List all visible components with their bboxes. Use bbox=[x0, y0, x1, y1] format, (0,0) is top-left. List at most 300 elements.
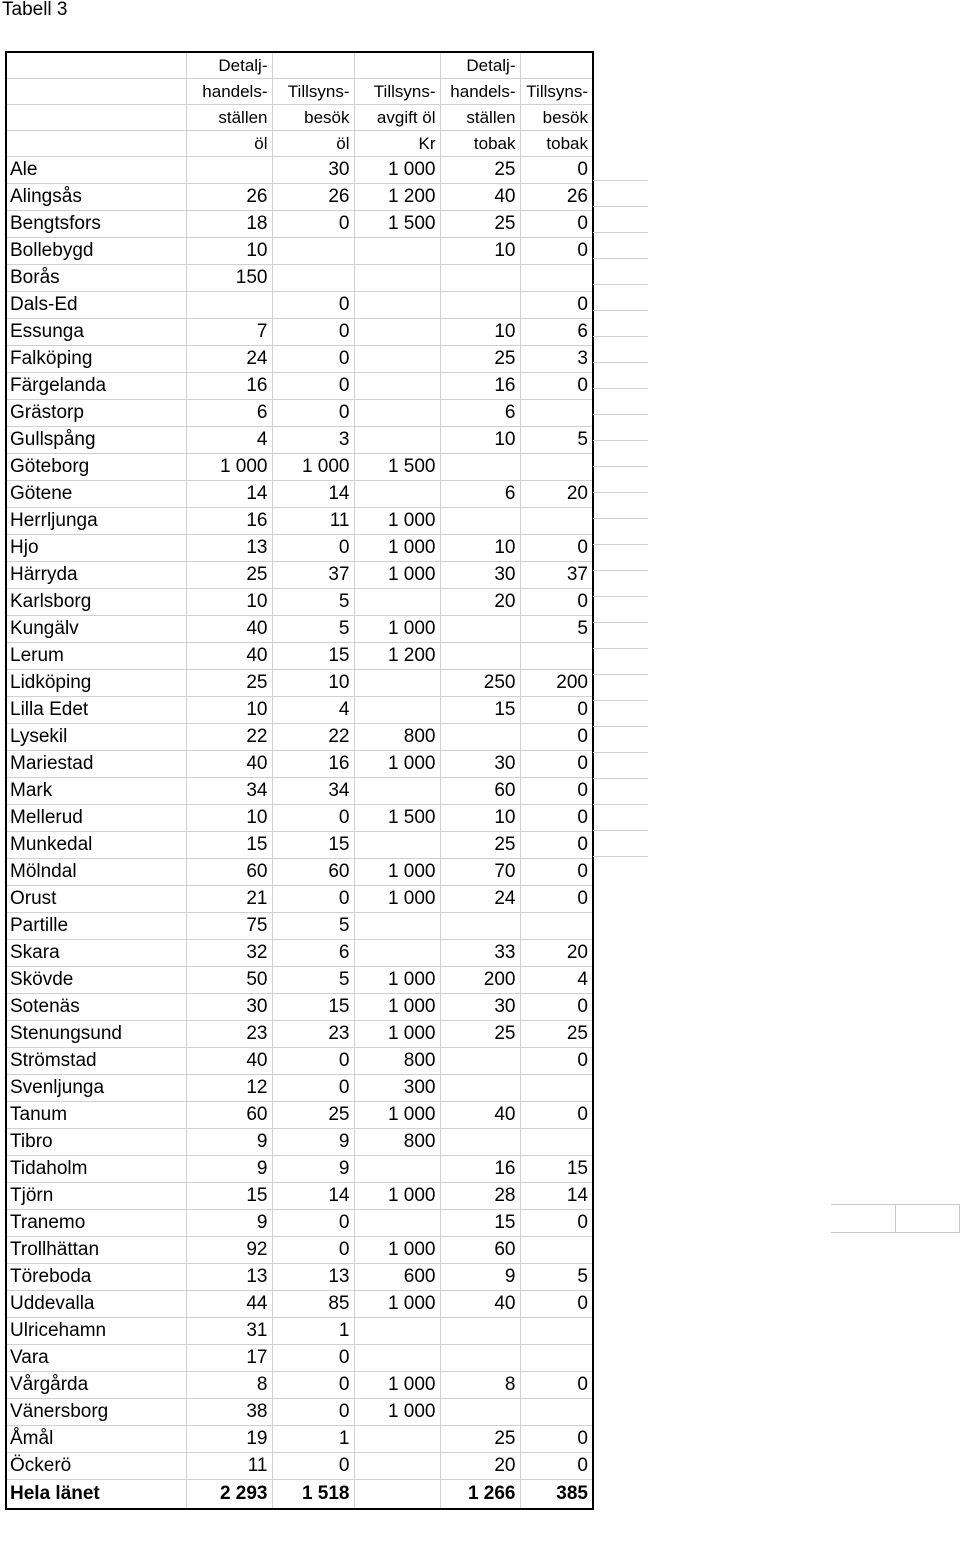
value-cell[interactable]: 6 bbox=[186, 400, 272, 427]
value-cell[interactable]: 3 bbox=[520, 346, 593, 373]
value-cell[interactable]: 40 bbox=[186, 1048, 272, 1075]
value-cell[interactable]: 1 200 bbox=[354, 184, 440, 211]
value-cell[interactable]: 16 bbox=[186, 508, 272, 535]
value-cell[interactable]: 5 bbox=[272, 967, 354, 994]
value-cell[interactable]: 60 bbox=[272, 859, 354, 886]
value-cell[interactable]: 37 bbox=[272, 562, 354, 589]
value-cell[interactable]: 24 bbox=[440, 886, 520, 913]
value-cell[interactable] bbox=[520, 1237, 593, 1264]
row-label-cell[interactable]: Mariestad bbox=[6, 751, 186, 778]
row-label-cell[interactable]: Hjo bbox=[6, 535, 186, 562]
value-cell[interactable]: 40 bbox=[186, 751, 272, 778]
value-cell[interactable] bbox=[354, 481, 440, 508]
value-cell[interactable] bbox=[520, 913, 593, 940]
value-cell[interactable] bbox=[354, 52, 440, 79]
value-cell[interactable]: 150 bbox=[186, 265, 272, 292]
value-cell[interactable]: 22 bbox=[186, 724, 272, 751]
row-label-cell[interactable]: Göteborg bbox=[6, 454, 186, 481]
value-cell[interactable] bbox=[520, 643, 593, 670]
value-cell[interactable] bbox=[354, 373, 440, 400]
row-label-cell[interactable]: Götene bbox=[6, 481, 186, 508]
value-cell[interactable]: 19 bbox=[186, 1426, 272, 1453]
value-cell[interactable]: 34 bbox=[186, 778, 272, 805]
value-cell[interactable]: 20 bbox=[440, 589, 520, 616]
row-label-cell[interactable]: Ale bbox=[6, 157, 186, 184]
value-cell[interactable]: 1 518 bbox=[272, 1480, 354, 1510]
value-cell[interactable]: 11 bbox=[272, 508, 354, 535]
value-cell[interactable] bbox=[354, 778, 440, 805]
value-cell[interactable]: 20 bbox=[520, 940, 593, 967]
value-cell[interactable]: 92 bbox=[186, 1237, 272, 1264]
value-cell[interactable]: 0 bbox=[520, 1102, 593, 1129]
value-cell[interactable] bbox=[354, 670, 440, 697]
value-cell[interactable]: Kr bbox=[354, 131, 440, 157]
value-cell[interactable]: 25 bbox=[272, 1102, 354, 1129]
value-cell[interactable] bbox=[354, 697, 440, 724]
row-label-cell[interactable]: Trollhättan bbox=[6, 1237, 186, 1264]
value-cell[interactable]: 0 bbox=[272, 1048, 354, 1075]
row-label-cell[interactable]: Åmål bbox=[6, 1426, 186, 1453]
value-cell[interactable]: 8 bbox=[186, 1372, 272, 1399]
value-cell[interactable]: 0 bbox=[272, 1399, 354, 1426]
row-label-cell[interactable]: Mölndal bbox=[6, 859, 186, 886]
value-cell[interactable]: 25 bbox=[440, 1426, 520, 1453]
row-label-cell[interactable]: Öckerö bbox=[6, 1453, 186, 1480]
value-cell[interactable]: 23 bbox=[186, 1021, 272, 1048]
value-cell[interactable]: 0 bbox=[520, 697, 593, 724]
value-cell[interactable]: 0 bbox=[520, 724, 593, 751]
value-cell[interactable]: 0 bbox=[520, 778, 593, 805]
value-cell[interactable]: 600 bbox=[354, 1264, 440, 1291]
value-cell[interactable]: 5 bbox=[520, 1264, 593, 1291]
value-cell[interactable]: 1 000 bbox=[354, 535, 440, 562]
value-cell[interactable]: 1 000 bbox=[354, 859, 440, 886]
value-cell[interactable]: Detalj- bbox=[186, 52, 272, 79]
value-cell[interactable]: 10 bbox=[186, 697, 272, 724]
row-label-cell[interactable]: Ulricehamn bbox=[6, 1318, 186, 1345]
value-cell[interactable]: 70 bbox=[440, 859, 520, 886]
value-cell[interactable] bbox=[440, 1048, 520, 1075]
row-label-cell[interactable]: Tjörn bbox=[6, 1183, 186, 1210]
value-cell[interactable]: 15 bbox=[272, 994, 354, 1021]
row-label-cell[interactable]: Töreboda bbox=[6, 1264, 186, 1291]
value-cell[interactable]: öl bbox=[272, 131, 354, 157]
value-cell[interactable]: 10 bbox=[440, 427, 520, 454]
value-cell[interactable] bbox=[186, 292, 272, 319]
value-cell[interactable]: 50 bbox=[186, 967, 272, 994]
value-cell[interactable]: 0 bbox=[520, 886, 593, 913]
value-cell[interactable]: Detalj- bbox=[440, 52, 520, 79]
value-cell[interactable]: Tillsyns- bbox=[520, 79, 593, 105]
value-cell[interactable]: 0 bbox=[520, 535, 593, 562]
value-cell[interactable]: 1 500 bbox=[354, 454, 440, 481]
value-cell[interactable] bbox=[440, 292, 520, 319]
value-cell[interactable] bbox=[440, 913, 520, 940]
value-cell[interactable] bbox=[440, 508, 520, 535]
row-label-cell[interactable]: Tanum bbox=[6, 1102, 186, 1129]
value-cell[interactable] bbox=[440, 1345, 520, 1372]
value-cell[interactable]: 10 bbox=[440, 805, 520, 832]
value-cell[interactable]: 25 bbox=[440, 211, 520, 238]
value-cell[interactable] bbox=[354, 265, 440, 292]
row-label-cell[interactable]: Hela länet bbox=[6, 1480, 186, 1510]
value-cell[interactable] bbox=[440, 454, 520, 481]
value-cell[interactable]: 23 bbox=[272, 1021, 354, 1048]
value-cell[interactable]: öl bbox=[186, 131, 272, 157]
value-cell[interactable] bbox=[520, 508, 593, 535]
row-label-cell[interactable]: Tibro bbox=[6, 1129, 186, 1156]
value-cell[interactable]: 200 bbox=[520, 670, 593, 697]
value-cell[interactable]: 0 bbox=[520, 1453, 593, 1480]
value-cell[interactable]: 300 bbox=[354, 1075, 440, 1102]
value-cell[interactable]: Tillsyns- bbox=[272, 79, 354, 105]
row-label-cell[interactable]: Grästorp bbox=[6, 400, 186, 427]
value-cell[interactable]: 0 bbox=[272, 319, 354, 346]
value-cell[interactable] bbox=[354, 1453, 440, 1480]
row-label-cell[interactable]: Mark bbox=[6, 778, 186, 805]
row-label-cell[interactable] bbox=[6, 131, 186, 157]
value-cell[interactable]: 0 bbox=[520, 751, 593, 778]
value-cell[interactable]: 1 000 bbox=[354, 1399, 440, 1426]
value-cell[interactable]: 14 bbox=[272, 1183, 354, 1210]
row-label-cell[interactable]: Alingsås bbox=[6, 184, 186, 211]
value-cell[interactable] bbox=[440, 1075, 520, 1102]
value-cell[interactable]: 10 bbox=[186, 589, 272, 616]
value-cell[interactable]: 3 bbox=[272, 427, 354, 454]
value-cell[interactable]: avgift öl bbox=[354, 105, 440, 131]
value-cell[interactable]: 10 bbox=[186, 805, 272, 832]
value-cell[interactable] bbox=[272, 238, 354, 265]
value-cell[interactable]: 15 bbox=[186, 1183, 272, 1210]
row-label-cell[interactable]: Vänersborg bbox=[6, 1399, 186, 1426]
value-cell[interactable]: 0 bbox=[520, 832, 593, 859]
value-cell[interactable] bbox=[520, 454, 593, 481]
value-cell[interactable]: 30 bbox=[186, 994, 272, 1021]
value-cell[interactable]: 26 bbox=[186, 184, 272, 211]
empty-cell[interactable] bbox=[895, 1205, 960, 1233]
value-cell[interactable]: 15 bbox=[272, 643, 354, 670]
value-cell[interactable]: 75 bbox=[186, 913, 272, 940]
value-cell[interactable]: 25 bbox=[520, 1021, 593, 1048]
value-cell[interactable]: 8 bbox=[440, 1372, 520, 1399]
value-cell[interactable]: 1 266 bbox=[440, 1480, 520, 1510]
value-cell[interactable] bbox=[354, 1210, 440, 1237]
value-cell[interactable]: 5 bbox=[520, 616, 593, 643]
value-cell[interactable] bbox=[440, 265, 520, 292]
value-cell[interactable]: tobak bbox=[520, 131, 593, 157]
value-cell[interactable]: 0 bbox=[272, 346, 354, 373]
value-cell[interactable]: 1 000 bbox=[354, 1372, 440, 1399]
value-cell[interactable]: 1 000 bbox=[354, 751, 440, 778]
row-label-cell[interactable]: Karlsborg bbox=[6, 589, 186, 616]
row-label-cell[interactable]: Bollebygd bbox=[6, 238, 186, 265]
value-cell[interactable]: 20 bbox=[520, 481, 593, 508]
value-cell[interactable]: 16 bbox=[272, 751, 354, 778]
value-cell[interactable]: 1 000 bbox=[354, 1291, 440, 1318]
value-cell[interactable]: 40 bbox=[440, 184, 520, 211]
value-cell[interactable]: 0 bbox=[520, 805, 593, 832]
value-cell[interactable]: 0 bbox=[520, 211, 593, 238]
value-cell[interactable]: 0 bbox=[520, 373, 593, 400]
value-cell[interactable]: 0 bbox=[520, 859, 593, 886]
value-cell[interactable]: 15 bbox=[440, 697, 520, 724]
value-cell[interactable]: 16 bbox=[440, 373, 520, 400]
value-cell[interactable]: 12 bbox=[186, 1075, 272, 1102]
value-cell[interactable] bbox=[354, 940, 440, 967]
value-cell[interactable]: 40 bbox=[186, 643, 272, 670]
value-cell[interactable]: 5 bbox=[520, 427, 593, 454]
value-cell[interactable]: 0 bbox=[272, 211, 354, 238]
row-label-cell[interactable]: Svenljunga bbox=[6, 1075, 186, 1102]
value-cell[interactable]: 16 bbox=[440, 1156, 520, 1183]
value-cell[interactable]: 6 bbox=[520, 319, 593, 346]
value-cell[interactable] bbox=[354, 1318, 440, 1345]
value-cell[interactable] bbox=[354, 913, 440, 940]
value-cell[interactable]: 5 bbox=[272, 589, 354, 616]
value-cell[interactable]: 85 bbox=[272, 1291, 354, 1318]
value-cell[interactable]: 0 bbox=[520, 157, 593, 184]
value-cell[interactable]: 24 bbox=[186, 346, 272, 373]
value-cell[interactable]: ställen bbox=[440, 105, 520, 131]
row-label-cell[interactable] bbox=[6, 52, 186, 79]
value-cell[interactable]: 60 bbox=[440, 778, 520, 805]
value-cell[interactable] bbox=[354, 238, 440, 265]
value-cell[interactable] bbox=[354, 292, 440, 319]
row-label-cell[interactable]: Skövde bbox=[6, 967, 186, 994]
value-cell[interactable]: 60 bbox=[440, 1237, 520, 1264]
value-cell[interactable] bbox=[354, 1156, 440, 1183]
value-cell[interactable]: 4 bbox=[520, 967, 593, 994]
row-label-cell[interactable]: Mellerud bbox=[6, 805, 186, 832]
value-cell[interactable]: 1 000 bbox=[354, 994, 440, 1021]
value-cell[interactable]: 20 bbox=[440, 1453, 520, 1480]
value-cell[interactable] bbox=[520, 52, 593, 79]
value-cell[interactable]: 15 bbox=[440, 1210, 520, 1237]
value-cell[interactable]: 0 bbox=[272, 373, 354, 400]
value-cell[interactable]: 17 bbox=[186, 1345, 272, 1372]
value-cell[interactable]: 21 bbox=[186, 886, 272, 913]
value-cell[interactable]: 250 bbox=[440, 670, 520, 697]
value-cell[interactable]: 0 bbox=[272, 1237, 354, 1264]
value-cell[interactable]: 0 bbox=[520, 1291, 593, 1318]
value-cell[interactable]: 25 bbox=[186, 562, 272, 589]
value-cell[interactable]: 10 bbox=[440, 319, 520, 346]
value-cell[interactable]: 9 bbox=[272, 1129, 354, 1156]
value-cell[interactable]: 0 bbox=[520, 238, 593, 265]
value-cell[interactable]: 1 000 bbox=[354, 562, 440, 589]
value-cell[interactable]: handels- bbox=[186, 79, 272, 105]
row-label-cell[interactable]: Lilla Edet bbox=[6, 697, 186, 724]
value-cell[interactable]: 0 bbox=[272, 886, 354, 913]
value-cell[interactable]: 1 500 bbox=[354, 805, 440, 832]
value-cell[interactable]: 40 bbox=[440, 1102, 520, 1129]
row-label-cell[interactable]: Partille bbox=[6, 913, 186, 940]
value-cell[interactable]: 28 bbox=[440, 1183, 520, 1210]
value-cell[interactable]: 13 bbox=[272, 1264, 354, 1291]
value-cell[interactable]: 0 bbox=[520, 292, 593, 319]
value-cell[interactable]: 31 bbox=[186, 1318, 272, 1345]
value-cell[interactable]: 10 bbox=[440, 535, 520, 562]
row-label-cell[interactable]: Munkedal bbox=[6, 832, 186, 859]
value-cell[interactable] bbox=[272, 265, 354, 292]
value-cell[interactable]: 1 000 bbox=[354, 967, 440, 994]
value-cell[interactable]: 25 bbox=[440, 832, 520, 859]
value-cell[interactable] bbox=[354, 427, 440, 454]
value-cell[interactable]: 0 bbox=[272, 1453, 354, 1480]
row-label-cell[interactable]: Herrljunga bbox=[6, 508, 186, 535]
value-cell[interactable]: 0 bbox=[520, 1426, 593, 1453]
row-label-cell[interactable]: Härryda bbox=[6, 562, 186, 589]
row-label-cell[interactable]: Orust bbox=[6, 886, 186, 913]
value-cell[interactable]: 7 bbox=[186, 319, 272, 346]
value-cell[interactable]: 1 000 bbox=[272, 454, 354, 481]
value-cell[interactable]: 22 bbox=[272, 724, 354, 751]
value-cell[interactable]: 1 000 bbox=[354, 616, 440, 643]
empty-cell[interactable] bbox=[831, 1205, 895, 1233]
value-cell[interactable]: 10 bbox=[440, 238, 520, 265]
value-cell[interactable]: 25 bbox=[440, 157, 520, 184]
value-cell[interactable]: 1 000 bbox=[354, 1021, 440, 1048]
value-cell[interactable]: 40 bbox=[440, 1291, 520, 1318]
value-cell[interactable]: 9 bbox=[186, 1156, 272, 1183]
value-cell[interactable]: 4 bbox=[272, 697, 354, 724]
value-cell[interactable]: 1 200 bbox=[354, 643, 440, 670]
value-cell[interactable] bbox=[520, 265, 593, 292]
row-label-cell[interactable] bbox=[6, 79, 186, 105]
value-cell[interactable]: 60 bbox=[186, 1102, 272, 1129]
row-label-cell[interactable]: Tidaholm bbox=[6, 1156, 186, 1183]
value-cell[interactable] bbox=[440, 1399, 520, 1426]
value-cell[interactable]: 44 bbox=[186, 1291, 272, 1318]
value-cell[interactable] bbox=[354, 1345, 440, 1372]
value-cell[interactable]: 60 bbox=[186, 859, 272, 886]
value-cell[interactable]: 0 bbox=[520, 1210, 593, 1237]
value-cell[interactable] bbox=[354, 1480, 440, 1510]
value-cell[interactable]: 6 bbox=[440, 400, 520, 427]
value-cell[interactable] bbox=[520, 1129, 593, 1156]
value-cell[interactable] bbox=[520, 1399, 593, 1426]
value-cell[interactable]: 4 bbox=[186, 427, 272, 454]
row-label-cell[interactable]: Borås bbox=[6, 265, 186, 292]
value-cell[interactable]: 11 bbox=[186, 1453, 272, 1480]
value-cell[interactable]: 25 bbox=[186, 670, 272, 697]
row-label-cell[interactable]: Lidköping bbox=[6, 670, 186, 697]
value-cell[interactable]: 30 bbox=[440, 994, 520, 1021]
value-cell[interactable]: 0 bbox=[272, 535, 354, 562]
value-cell[interactable]: 1 000 bbox=[186, 454, 272, 481]
value-cell[interactable]: 14 bbox=[186, 481, 272, 508]
value-cell[interactable]: 9 bbox=[186, 1210, 272, 1237]
row-label-cell[interactable]: Vara bbox=[6, 1345, 186, 1372]
row-label-cell[interactable]: Sotenäs bbox=[6, 994, 186, 1021]
row-label-cell[interactable]: Bengtsfors bbox=[6, 211, 186, 238]
value-cell[interactable]: 0 bbox=[272, 1210, 354, 1237]
value-cell[interactable]: 15 bbox=[272, 832, 354, 859]
value-cell[interactable] bbox=[354, 589, 440, 616]
value-cell[interactable]: 0 bbox=[520, 1372, 593, 1399]
value-cell[interactable]: 1 000 bbox=[354, 886, 440, 913]
value-cell[interactable] bbox=[440, 643, 520, 670]
value-cell[interactable]: 34 bbox=[272, 778, 354, 805]
value-cell[interactable]: 0 bbox=[272, 805, 354, 832]
value-cell[interactable]: 1 500 bbox=[354, 211, 440, 238]
value-cell[interactable]: 0 bbox=[520, 1048, 593, 1075]
value-cell[interactable]: Tillsyns- bbox=[354, 79, 440, 105]
value-cell[interactable]: 6 bbox=[272, 940, 354, 967]
value-cell[interactable]: 0 bbox=[272, 1372, 354, 1399]
row-label-cell[interactable]: Falköping bbox=[6, 346, 186, 373]
row-label-cell[interactable]: Stenungsund bbox=[6, 1021, 186, 1048]
value-cell[interactable]: 1 000 bbox=[354, 1237, 440, 1264]
value-cell[interactable]: 25 bbox=[440, 1021, 520, 1048]
row-label-cell[interactable]: Kungälv bbox=[6, 616, 186, 643]
value-cell[interactable]: 33 bbox=[440, 940, 520, 967]
value-cell[interactable]: 5 bbox=[272, 616, 354, 643]
value-cell[interactable]: 13 bbox=[186, 535, 272, 562]
value-cell[interactable]: 18 bbox=[186, 211, 272, 238]
value-cell[interactable] bbox=[520, 1075, 593, 1102]
value-cell[interactable]: 10 bbox=[272, 670, 354, 697]
value-cell[interactable]: ställen bbox=[186, 105, 272, 131]
row-label-cell[interactable]: Lysekil bbox=[6, 724, 186, 751]
value-cell[interactable]: 1 000 bbox=[354, 1102, 440, 1129]
value-cell[interactable] bbox=[440, 1129, 520, 1156]
value-cell[interactable]: 30 bbox=[272, 157, 354, 184]
value-cell[interactable]: 16 bbox=[186, 373, 272, 400]
row-label-cell[interactable]: Uddevalla bbox=[6, 1291, 186, 1318]
value-cell[interactable]: 1 bbox=[272, 1426, 354, 1453]
value-cell[interactable]: 10 bbox=[186, 238, 272, 265]
value-cell[interactable]: 0 bbox=[272, 1345, 354, 1372]
value-cell[interactable]: 1 000 bbox=[354, 157, 440, 184]
value-cell[interactable]: 32 bbox=[186, 940, 272, 967]
value-cell[interactable]: 15 bbox=[186, 832, 272, 859]
value-cell[interactable]: 15 bbox=[520, 1156, 593, 1183]
row-label-cell[interactable]: Färgelanda bbox=[6, 373, 186, 400]
value-cell[interactable]: 800 bbox=[354, 1048, 440, 1075]
value-cell[interactable] bbox=[354, 346, 440, 373]
value-cell[interactable]: besök bbox=[272, 105, 354, 131]
value-cell[interactable] bbox=[354, 400, 440, 427]
value-cell[interactable] bbox=[440, 1318, 520, 1345]
value-cell[interactable]: 5 bbox=[272, 913, 354, 940]
value-cell[interactable] bbox=[520, 1318, 593, 1345]
value-cell[interactable]: 1 bbox=[272, 1318, 354, 1345]
value-cell[interactable]: 0 bbox=[272, 400, 354, 427]
value-cell[interactable]: 385 bbox=[520, 1480, 593, 1510]
value-cell[interactable]: 0 bbox=[272, 1075, 354, 1102]
value-cell[interactable]: 9 bbox=[186, 1129, 272, 1156]
value-cell[interactable]: 0 bbox=[520, 994, 593, 1021]
value-cell[interactable]: 13 bbox=[186, 1264, 272, 1291]
row-label-cell[interactable] bbox=[6, 105, 186, 131]
value-cell[interactable] bbox=[520, 400, 593, 427]
value-cell[interactable] bbox=[440, 724, 520, 751]
value-cell[interactable] bbox=[520, 1345, 593, 1372]
value-cell[interactable]: handels- bbox=[440, 79, 520, 105]
value-cell[interactable]: 800 bbox=[354, 724, 440, 751]
value-cell[interactable]: 14 bbox=[272, 481, 354, 508]
value-cell[interactable]: 9 bbox=[272, 1156, 354, 1183]
value-cell[interactable]: 30 bbox=[440, 751, 520, 778]
value-cell[interactable]: 38 bbox=[186, 1399, 272, 1426]
value-cell[interactable]: 30 bbox=[440, 562, 520, 589]
row-label-cell[interactable]: Gullspång bbox=[6, 427, 186, 454]
value-cell[interactable]: 0 bbox=[520, 589, 593, 616]
value-cell[interactable] bbox=[272, 52, 354, 79]
value-cell[interactable]: tobak bbox=[440, 131, 520, 157]
value-cell[interactable] bbox=[354, 832, 440, 859]
